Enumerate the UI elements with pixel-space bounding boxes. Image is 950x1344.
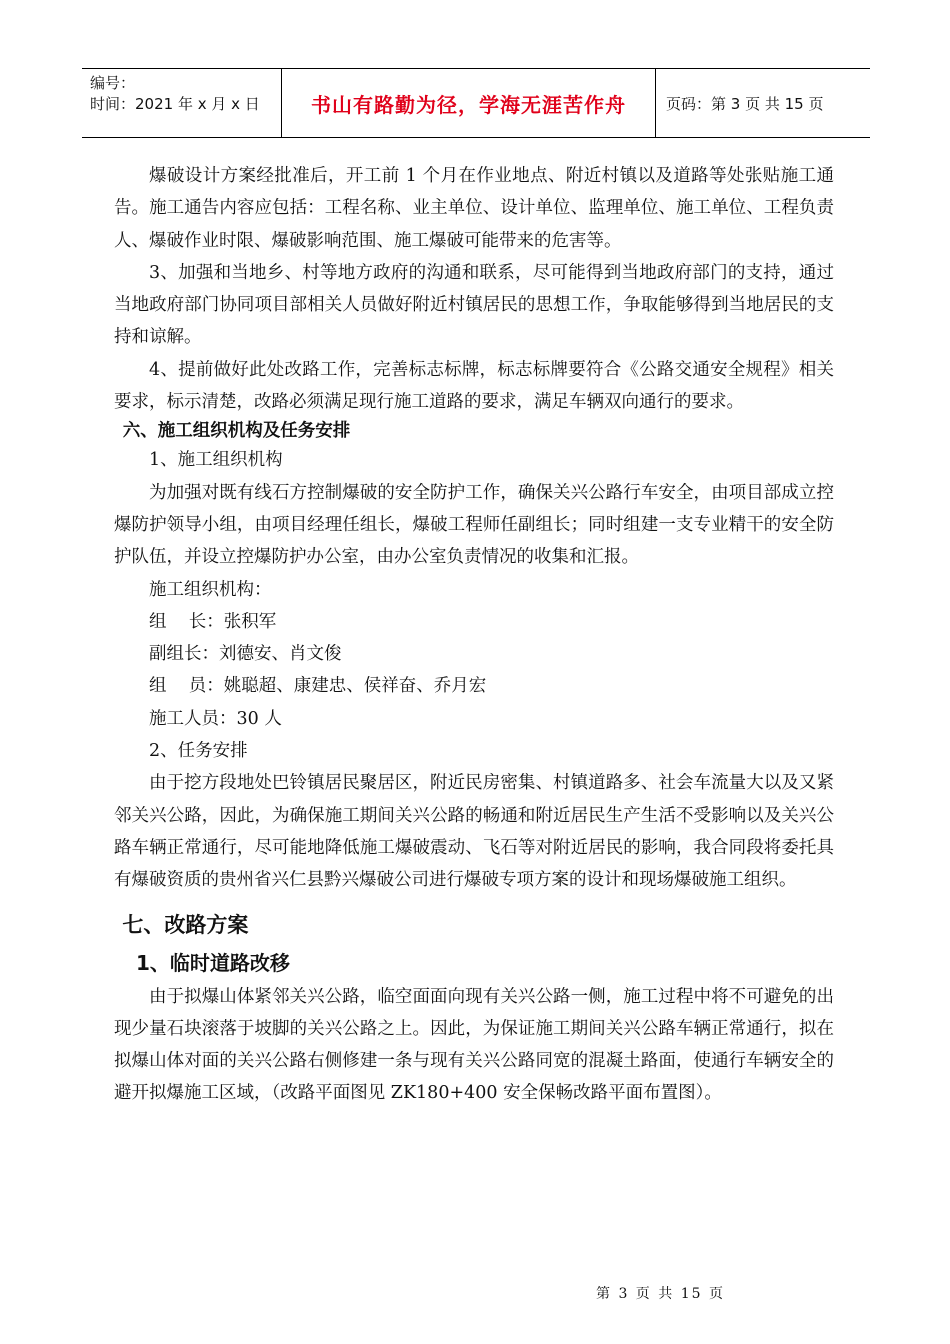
paragraph-item-4: 4、提前做好此处改路工作，完善标志标牌，标志标牌要符合《公路交通安全规程》相关要求，标示清楚，改路必须满足现行施工道路的要求，满足车辆双向通行的要求。 [114, 359, 834, 413]
page-footer: 第 3 页 共 15 页 [596, 1286, 725, 1302]
paragraph-item-3: 3、加强和当地乡、村等地方政府的沟通和联系，尽可能得到当地政府部门的支持，通过当地政府部门协同项目部相关人员做好附近村镇居民的思想工作，争取能够得到当地居民的支持和谅解。 [114, 262, 834, 348]
paragraph-tasks: 由于挖方段地处巴铃镇居民聚居区，附近民房密集、村镇道路多、社会车流量大以及又紧邻关兴公路，因此，为确保施工期间关兴公路的畅通和附近居民生产生活不受影响以及关兴公路车辆正常通行，尽可能地降低施工爆破震动、飞石等对附近居民的影响，我合同段将委托具有爆破资质的贵州省兴仁县黔兴爆破公司进行爆破专项方案的设计和现场爆破施工组织。 [114, 773, 834, 891]
org-deputy: 副组长：刘德安、肖文俊 [149, 644, 342, 665]
document-number-label: 编号： [90, 74, 136, 92]
subheading-tasks: 2、任务安排 [149, 741, 248, 762]
page-header [82, 68, 870, 138]
subheading-road-diversion: 1、临时道路改移 [136, 950, 290, 975]
paragraph-road-diversion: 由于拟爆山体紧邻关兴公路，临空面面向现有关兴公路一侧，施工过程中将不可避免的出现少量石块滚落于坡脚的关兴公路之上。因此，为保证施工期间关兴公路车辆正常通行，拟在拟爆山体对面的关兴公路右侧修建一条与现有关兴公路同宽的混凝土路面，使通行车辆安全的避开拟爆施工区域，（改路平面图见 ZK180+400 安全保畅改路平面布置图）。 [114, 986, 834, 1104]
org-leader: 组 长：张积军 [149, 611, 277, 632]
org-staff: 施工人员：30 人 [149, 708, 282, 729]
org-members: 组 员：姚聪超、康建忠、侯祥奋、乔月宏 [149, 676, 487, 697]
org-title: 施工组织机构： [149, 579, 272, 600]
header-page-number: 页码：第 3 页 共 15 页 [666, 94, 824, 113]
document-date-label: 时间：2021 年 x 月 x 日 [90, 95, 260, 113]
paragraph-notice: 爆破设计方案经批准后，开工前 1 个月在作业地点、附近村镇以及道路等处张贴施工通告。施工通告内容应包括：工程名称、业主单位、设计单位、监理单位、施工单位、工程负责人、爆破作业时限、爆破影响范围、施工爆破可能带来的危害等。 [114, 166, 834, 251]
subheading-organization: 1、施工组织机构 [149, 450, 283, 471]
section-heading-6: 六、施工组织机构及任务安排 [122, 421, 351, 442]
document-body [114, 160, 834, 1110]
header-meta [82, 69, 282, 137]
header-motto: 书山有路勤为径，学海无涯苦作舟 [282, 69, 656, 137]
section-heading-7: 七、改路方案 [122, 912, 249, 937]
paragraph-organization: 为加强对既有线石方控制爆破的安全防护工作，确保关兴公路行车安全，由项目部成立控爆防护领导小组，由项目经理任组长，爆破工程师任副组长；同时组建一支专业精干的安全防护队伍，并设立控爆防护办公室，由办公室负责情况的收集和汇报。 [114, 482, 834, 568]
